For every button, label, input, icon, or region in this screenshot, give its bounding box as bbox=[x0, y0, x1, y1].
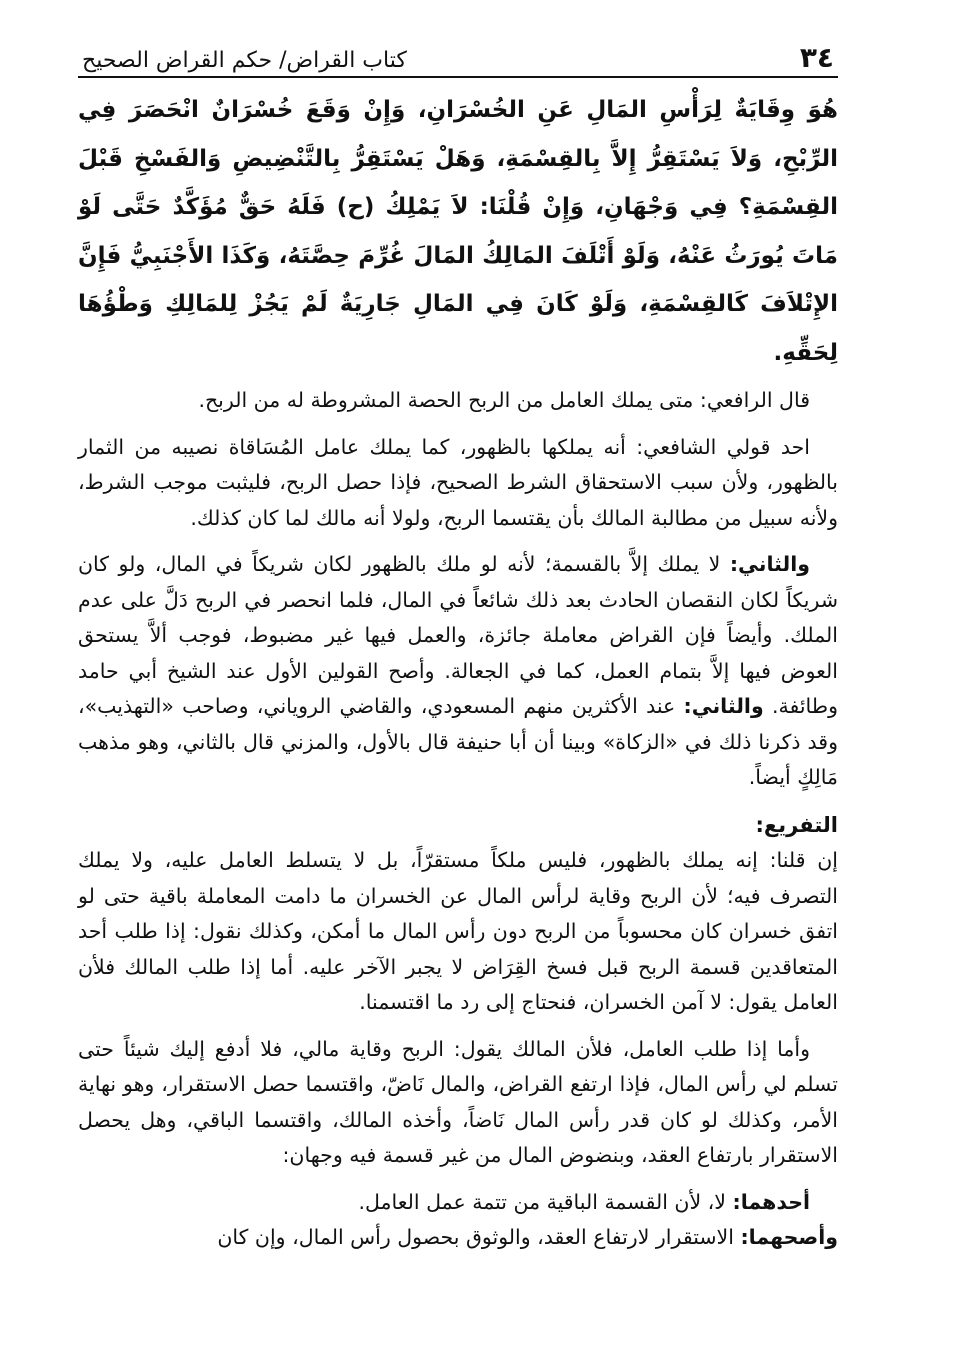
commentary-paragraph: احد قولي الشافعي: أنه يملكها بالظهور، كما يملك عامل المُسَاقاة نصيبه من الثمار بالظهور، ولأن سبب الاستحقاق الشرط الصحيح، فإذا حصل الربح، فليثبت موجب الشرط، ولأنه سبيل من مطالبة المالك بأن يقتسما الربح، ولولا أنه مالك لما كان كذلك. bbox=[78, 434, 838, 530]
paragraph-text: لا يملك إلاَّ بالقسمة؛ لأنه لو ملك بالظهور لكان شريكاً في المال، ولو كان شريكاً لكان النقصان الحادث بعد ذلك شائعاً في المال، فلما انحصر في الربح دَلَّ على عدم الملك. وأيضاً فإن القراض معاملة جائزة، والعمل فيها غير مضبوط، فوجب ألاَّ يستحق العوض فيها إلاَّ بتمام العمل، كما في الجعالة. وأصح القولين الأول عند الشيخ أبي حامد وطائفة. bbox=[78, 552, 838, 718]
commentary-paragraph bbox=[78, 1185, 838, 1221]
page-header bbox=[78, 30, 838, 78]
paragraph-lead: أحدهما: bbox=[732, 1189, 810, 1214]
commentary-paragraph: إن قلنا: إنه يملك بالظهور، فليس ملكاً مستقرّاً، بل لا يتسلط العامل عليه، ولا يملك التصرف فيه؛ لأن الربح وقاية لرأس المال عن الخسران ما دامت المعاملة باقية حتى لو اتفق خسران كان محسوباً من الربح دون رأس المال ما أمكن، وكذلك نقول: إذا طلب أحد المتعاقدين قسمة الربح قبل فسخ القِرَاض لا يجبر الآخر عليه. أما إذا طلب المالك فلأن العامل يقول: لا آمن الخسران، فنحتاج إلى رد ما اقتسمنا. bbox=[78, 848, 838, 1014]
commentary-paragraph: وأما إذا طلب العامل، فلأن المالك يقول: الربح وقاية مالي، فلا أدفع إليك شيئاً حتى تسلم لي رأس المال، فإذا ارتفع القراض، والمال نَاضّ، واقتسما حصل الاستقرار، وهو نهاية الأمر، وكذلك لو كان قدر رأس المال نَاضاً، وأخذه المالك، واقتسما الباقي، وهل يحصل الاستقرار بارتفاع العقد، وبنضوض المال من غير قسمة فيه وجهان: bbox=[78, 1036, 838, 1167]
paragraph-text: عند الأكثرين منهم المسعودي، والقاضي الروياني، وصاحب «التهذيب»، وقد ذكرنا ذلك في «الزكاة» وبينا أن أبا حنيفة قال بالأول، والمزني قال بالثاني، وهو مذهب مَالِكٍ أيضاً. bbox=[78, 694, 838, 789]
running-title: كتاب القراض/ حكم القراض الصحيح bbox=[82, 48, 407, 73]
paragraph-lead: والثاني: bbox=[729, 552, 810, 576]
commentary-paragraph: قال الرافعي: متى يملك العامل من الربح الحصة المشروطة له من الربح. bbox=[198, 388, 810, 412]
matn-text: هُوَ وِقَايَةٌ لِرَأْسِ المَالِ عَنِ الخُسْرَانِ، وَإِنْ وَقَعَ خُسْرَانٌ انْحَصَرَ فِي الرِّبْحِ، وَلاَ يَسْتَقِرُّ إِلاَّ بِالقِسْمَةِ، وَهَلْ يَسْتَقِرُّ بِالتَّنْضِيضِ وَالفَسْخِ قَبْلَ القِسْمَةِ؟ فِي وَجْهَانِ، وَإِنْ قُلْنَا: لاَ يَمْلِكُ (ح) فَلَهُ حَقٌّ مُؤَكَّدٌ حَتَّى لَوْ مَاتَ يُورَثُ عَنْهُ، وَلَوْ أَتْلَفَ المَالِكُ المَالَ غُرِّمَ حِصَّتَهُ، وَكَذَا الأَجْنَبِيُّ فَإِنَّ الإِتْلاَفَ كَالقِسْمَةِ، وَلَوْ كَانَ فِي المَالِ جَارِيَةٌ لَمْ يَجُزْ لِلمَالِكِ وَطْؤُهَا لِحَقِّهِ. bbox=[78, 97, 838, 366]
commentary-paragraph bbox=[78, 1220, 838, 1256]
section-heading: التفريع: bbox=[755, 812, 838, 837]
paragraph-lead: والثاني: bbox=[683, 694, 764, 718]
page-number: ٣٤ bbox=[799, 41, 834, 74]
book-page bbox=[78, 30, 838, 1256]
commentary-paragraph bbox=[78, 547, 838, 796]
paragraph-text: لا، لأن القسمة الباقية من تتمة عمل العامل. bbox=[358, 1189, 733, 1214]
paragraph-lead: وأصحهما: bbox=[740, 1225, 838, 1249]
paragraph-text: الاستقرار لارتفاع العقد، والوثوق بحصول رأس المال، وإن كان bbox=[217, 1225, 741, 1249]
